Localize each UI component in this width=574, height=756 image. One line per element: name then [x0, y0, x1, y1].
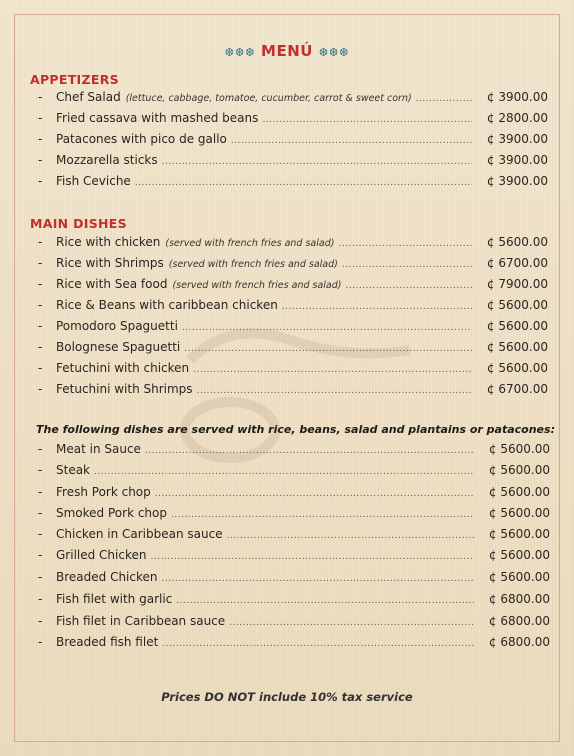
dot-leader [184, 344, 472, 354]
item-price: ¢ 5600.00 [488, 442, 550, 456]
item-note: (served with french fries and salad) [172, 280, 342, 291]
item-price: ¢ 5600.00 [488, 506, 550, 520]
menu-item [38, 592, 550, 612]
bullet-dash: - [38, 132, 43, 146]
item-name: Fetuchini with Shrimps [56, 382, 193, 396]
menu-item [38, 298, 548, 318]
bullet-dash: - [38, 256, 43, 270]
bullet-dash: - [38, 485, 43, 499]
menu-item [38, 506, 550, 526]
item-price: ¢ 3900.00 [486, 153, 548, 167]
menu-item [38, 635, 550, 655]
item-name: Fish filet with garlic [56, 592, 173, 606]
item-name: Rice with Shrimps [56, 256, 164, 270]
item-price: ¢ 5600.00 [488, 570, 550, 584]
menu-title-text: MENÚ [261, 42, 313, 60]
item-price: ¢ 5600.00 [488, 527, 550, 541]
dot-leader [162, 574, 475, 584]
bullet-dash: - [38, 506, 43, 520]
item-note: (served with french fries and salad) [168, 259, 338, 270]
bullet-dash: - [38, 442, 43, 456]
menu-item [38, 340, 548, 360]
tax-notice: Prices DO NOT include 10% tax service [161, 690, 413, 704]
item-name: Rice with chicken [56, 235, 161, 249]
item-price: ¢ 5600.00 [486, 361, 548, 375]
bullet-dash: - [38, 527, 43, 541]
dot-leader [262, 115, 472, 125]
menu-item [38, 463, 550, 483]
item-name: Meat in Sauce [56, 442, 141, 456]
item-price: ¢ 3900.00 [486, 174, 548, 188]
menu-item [38, 361, 548, 381]
dot-leader [135, 178, 472, 188]
item-price: ¢ 6700.00 [486, 382, 548, 396]
item-price: ¢ 5600.00 [486, 235, 548, 249]
bullet-dash: - [38, 298, 43, 312]
item-price: ¢ 5600.00 [486, 340, 548, 354]
bullet-dash: - [38, 548, 43, 562]
bullet-dash: - [38, 277, 43, 291]
item-name: Bolognese Spaguetti [56, 340, 181, 354]
item-price: ¢ 5600.00 [488, 463, 550, 477]
item-name: Chicken in Caribbean sauce [56, 527, 223, 541]
dot-leader [162, 157, 472, 167]
bullet-dash: - [38, 174, 43, 188]
dot-leader [182, 323, 472, 333]
item-price: ¢ 5600.00 [486, 298, 548, 312]
item-name: Grilled Chicken [56, 548, 147, 562]
menu-item [38, 570, 550, 590]
dot-leader [338, 239, 472, 249]
menu-item [38, 442, 550, 462]
dot-leader [231, 136, 472, 146]
main-dishes-heading: MAIN DISHES [30, 216, 127, 231]
menu-item [38, 90, 548, 110]
menu-item [38, 277, 548, 297]
item-name: Fried cassava with mashed beans [56, 111, 259, 125]
item-name: Patacones with pico de gallo [56, 132, 227, 146]
item-name: Breaded fish filet [56, 635, 159, 649]
item-note: (lettuce, cabbage, tomatoe, cucumber, carrot & sweet corn) [125, 93, 412, 104]
dot-leader [197, 386, 472, 396]
menu-item [38, 111, 548, 131]
menu-item [38, 235, 548, 255]
item-price: ¢ 3900.00 [486, 90, 548, 104]
dot-leader [176, 596, 474, 606]
bullet-dash: - [38, 361, 43, 375]
bullet-dash: - [38, 111, 43, 125]
menu-item [38, 614, 550, 634]
item-name: Rice with Sea food [56, 277, 168, 291]
dot-leader [193, 365, 472, 375]
bullet-dash: - [38, 340, 43, 354]
item-name: Rice & Beans with caribbean chicken [56, 298, 278, 312]
item-price: ¢ 5600.00 [488, 485, 550, 499]
item-price: ¢ 6800.00 [488, 614, 550, 628]
dot-leader [229, 618, 474, 628]
item-price: ¢ 6700.00 [486, 256, 548, 270]
item-name: Fresh Pork chop [56, 485, 151, 499]
menu-item [38, 527, 550, 547]
bullet-dash: - [38, 570, 43, 584]
menu-title [0, 42, 574, 60]
bullet-dash: - [38, 319, 43, 333]
dot-leader [342, 260, 472, 270]
item-name: Steak [56, 463, 91, 477]
item-name: Chef Salad [56, 90, 121, 104]
dot-leader [171, 510, 474, 520]
dot-leader [155, 489, 474, 499]
bullet-dash: - [38, 463, 43, 477]
dot-leader [282, 302, 472, 312]
item-name: Pomodoro Spaguetti [56, 319, 178, 333]
item-name: Fish Ceviche [56, 174, 131, 188]
bullet-dash: - [38, 382, 43, 396]
bullet-dash: - [38, 614, 43, 628]
item-price: ¢ 6800.00 [488, 635, 550, 649]
appetizers-heading: APPETIZERS [30, 72, 119, 87]
item-price: ¢ 5600.00 [486, 319, 548, 333]
snowflake-decoration-icon: ❆❆❆ [224, 46, 256, 59]
served-with-heading: The following dishes are served with rice, beans, salad and plantains or patacones: [36, 423, 555, 436]
bullet-dash: - [38, 153, 43, 167]
snowflake-decoration-icon: ❆❆❆ [318, 46, 350, 59]
item-price: ¢ 3900.00 [486, 132, 548, 146]
item-price: ¢ 7900.00 [486, 277, 548, 291]
item-price: ¢ 6800.00 [488, 592, 550, 606]
bullet-dash: - [38, 592, 43, 606]
item-name: Fish filet in Caribbean sauce [56, 614, 226, 628]
item-price: ¢ 2800.00 [486, 111, 548, 125]
bullet-dash: - [38, 90, 43, 104]
bullet-dash: - [38, 235, 43, 249]
menu-item [38, 485, 550, 505]
menu-item [38, 153, 548, 173]
dot-leader [94, 467, 474, 477]
menu-item [38, 174, 548, 194]
dot-leader [345, 281, 472, 291]
item-name: Mozzarella sticks [56, 153, 158, 167]
item-note: (served with french fries and salad) [165, 238, 335, 249]
bullet-dash: - [38, 635, 43, 649]
dot-leader [162, 639, 474, 649]
dot-leader [150, 552, 474, 562]
menu-item [38, 548, 550, 568]
item-name: Fetuchini with chicken [56, 361, 190, 375]
menu-item [38, 382, 548, 402]
dot-leader [227, 531, 474, 541]
item-name: Smoked Pork chop [56, 506, 167, 520]
menu-item [38, 256, 548, 276]
item-price: ¢ 5600.00 [488, 548, 550, 562]
item-name: Breaded Chicken [56, 570, 158, 584]
menu-item [38, 132, 548, 152]
dot-leader [145, 446, 474, 456]
menu-item [38, 319, 548, 339]
dot-leader [416, 94, 472, 104]
